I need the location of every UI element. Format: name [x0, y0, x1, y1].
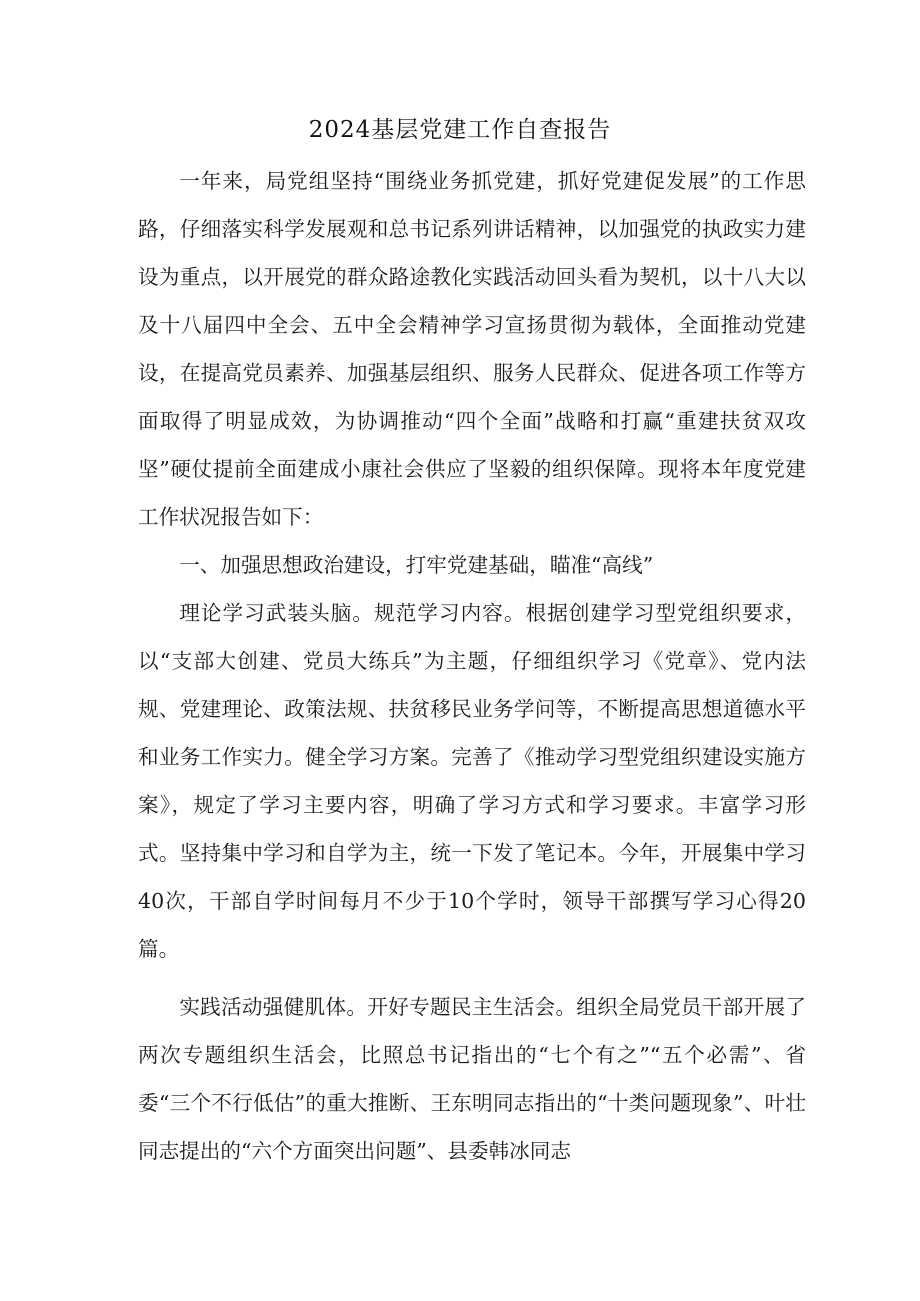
paragraph-intro: 一年来，局党组坚持“围绕业务抓党建，抓好党建促发展”的工作思路，仔细落实科学发展观和总书记系列讲话精神，以加强党的执政实力建设为重点，以开展党的群众路途教化实践活动回头看为契机，以十八大以及十八届四中全会、五中全会精神学习宣扬贯彻为载体，全面推动党建设，在提高党员素养、加强基层组织、服务人民群众、促进各项工作等方面取得了明显成效，为协调推动“四个全面”战略和打赢“重建扶贫双攻坚”硬仗提前全面建成小康社会供应了坚毅的组织保障。现将本年度党建工作状况报告如下： — [138, 169, 806, 529]
document-body — [138, 157, 806, 1175]
paragraph-theory-study: 理论学习武装头脑。规范学习内容。根据创建学习型党组织要求，以“支部大创建、党员大练兵”为主题，仔细组织学习《党章》、党内法规、党建理论、政策法规、扶贫移民业务学问等，不断提高思想道德水平和业务工作实力。健全学习方案。完善了《推动学习型党组织建设实施方案》，规定了学习主要内容，明确了学习方式和学习要求。丰富学习形式。坚持集中学习和自学为主，统一下发了笔记本。今年，开展集中学习40次，干部自学时间每月不少于10个学时，领导干部撰写学习心得20篇。 — [138, 601, 806, 961]
paragraph-practice-activities: 实践活动强健肌体。开好专题民主生活会。组织全局党员干部开展了两次专题组织生活会，比照总书记指出的“七个有之”“五个必需”、省委“三个不行低估”的重大推断、王东明同志指出的“十类问题现象”、叶壮同志提出的“六个方面突出问题”、县委韩冰同志 — [138, 995, 806, 1163]
section-heading-1: 一、加强思想政治建设，打牢党建基础，瞄准“高线” — [179, 553, 654, 577]
document-title: 2024基层党建工作自查报告 — [308, 117, 612, 143]
